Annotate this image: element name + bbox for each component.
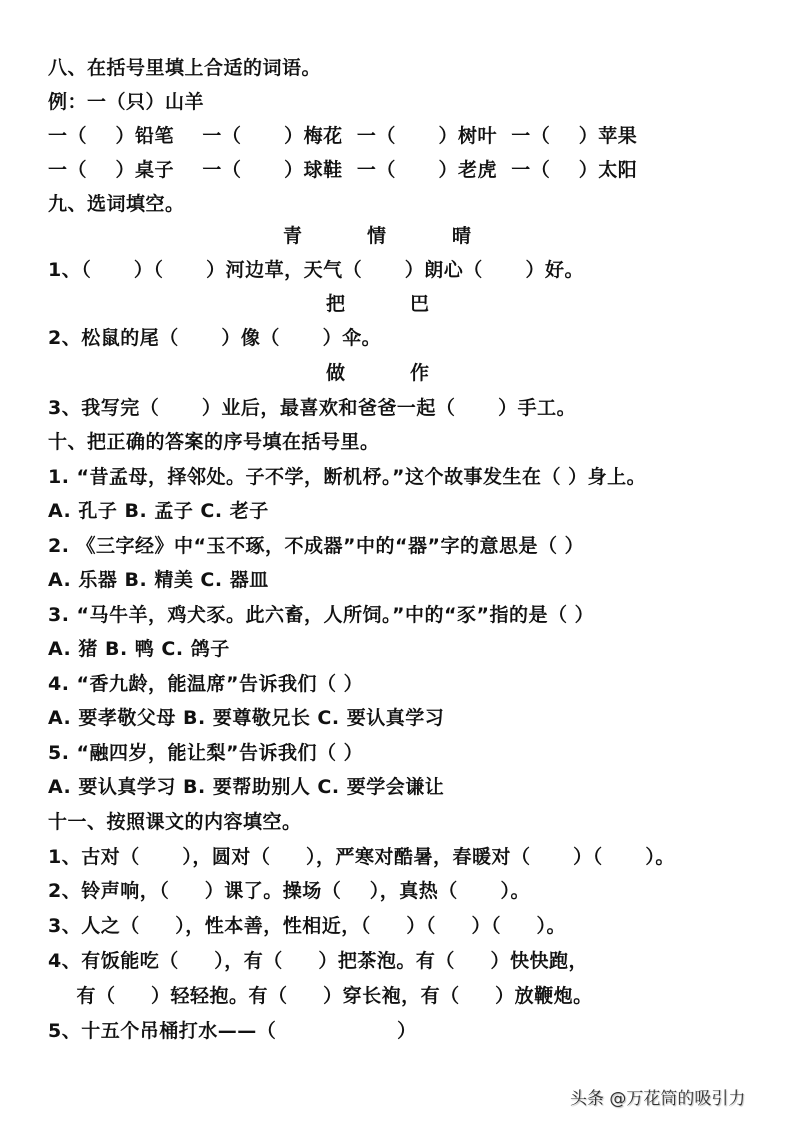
word-choice: 晴 <box>452 225 472 247</box>
mc-question: 5. “融四岁，能让梨”告诉我们（ ） <box>48 742 364 764</box>
section-9-question: 1、（ ）（ ）河边草，天气（ ）朗心（ ）好。 <box>48 259 584 281</box>
mc-question: 4. “香九龄，能温席”告诉我们（ ） <box>48 673 364 695</box>
word-choice: 巴 <box>410 293 430 315</box>
fill-blank-item: 4、有饭能吃（ ），有（ ）把茶泡。有（ ）快快跑， <box>48 950 588 972</box>
word-choice: 青 <box>283 225 303 247</box>
section-9-title: 九、选词填空。 <box>48 193 185 215</box>
fill-blank-item: 有（ ）轻轻抱。有（ ）穿长袍，有（ ）放鞭炮。 <box>48 985 593 1007</box>
mc-options: A. 要孝敬父母 B. 要尊敬兄长 C. 要认真学习 <box>48 707 445 729</box>
mc-options: A. 猪 B. 鸭 C. 鸽子 <box>48 638 230 660</box>
section-10-title: 十、把正确的答案的序号填在括号里。 <box>48 431 380 453</box>
section-9-question: 3、我写完（ ）业后，最喜欢和爸爸一起（ ）手工。 <box>48 397 577 419</box>
section-11-title: 十一、按照课文的内容填空。 <box>48 811 302 833</box>
mc-options: A. 乐器 B. 精美 C. 器皿 <box>48 569 269 591</box>
word-choice: 做 <box>326 362 346 384</box>
fill-blank-item: 5、十五个吊桶打水——（ ） <box>48 1020 417 1042</box>
mc-options: A. 要认真学习 B. 要帮助别人 C. 要学会谦让 <box>48 776 445 798</box>
mc-question: 1. “昔孟母，择邻处。子不学，断机杼。”这个故事发生在（ ）身上。 <box>48 466 647 488</box>
word-choice: 情 <box>367 225 387 247</box>
section-8-title: 八、在括号里填上合适的词语。 <box>48 57 322 79</box>
fill-blank-item: 3、人之（ ），性本善，性相近，（ ）（ ）（ ）。 <box>48 915 567 937</box>
word-choice: 把 <box>326 293 346 315</box>
word-choice: 作 <box>410 362 430 384</box>
section-9-question: 2、松鼠的尾（ ）像（ ）伞。 <box>48 327 382 349</box>
mc-options: A. 孔子 B. 孟子 C. 老子 <box>48 500 269 522</box>
fill-blank-item: 1、古对（ ），圆对（ ），严寒对酷暑，春暖对（ ）（ ）。 <box>48 846 675 868</box>
section-8-example: 例：一（只）山羊 <box>48 91 205 113</box>
fill-blank-item: 2、铃声响，（ ）课了。操场（ ），真热（ ）。 <box>48 880 530 902</box>
section-8-row: 一（ ）铅笔 一（ ）梅花 一（ ）树叶 一（ ）苹果 <box>48 125 638 147</box>
mc-question: 3. “马牛羊，鸡犬豕。此六畜，人所饲。”中的“豕”指的是（ ） <box>48 604 595 626</box>
watermark: 头条 @万花筒的吸引力 <box>570 1089 746 1109</box>
mc-question: 2. 《三字经》中“玉不琢，不成器”中的“器”字的意思是（ ） <box>48 535 585 557</box>
section-8-row: 一（ ）桌子 一（ ）球鞋 一（ ）老虎 一（ ）太阳 <box>48 159 638 181</box>
